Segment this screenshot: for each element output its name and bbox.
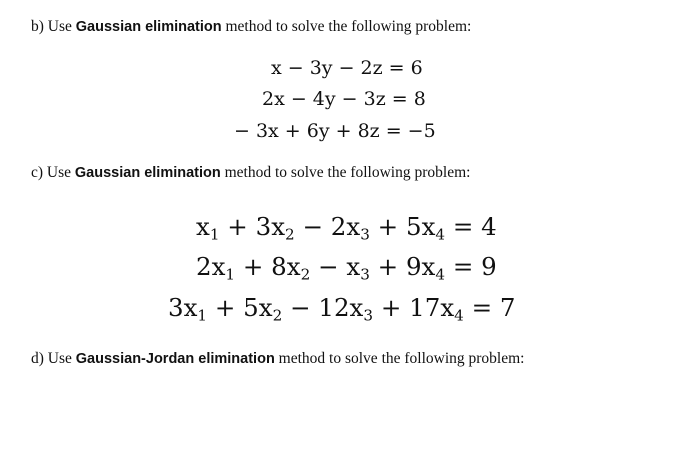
subscript: 2 — [285, 225, 295, 244]
system-b-equation-1: x − 3y − 2z = 6 — [271, 57, 423, 79]
problem-c-instruction — [31, 164, 470, 182]
subscript: 3 — [363, 306, 374, 325]
subscript: 4 — [435, 265, 446, 284]
term: − x — [310, 252, 361, 281]
subscript: 1 — [225, 265, 236, 284]
term: + 17x — [373, 293, 455, 322]
problem-c-prefix: c) Use — [31, 164, 75, 181]
subscript: 2 — [272, 306, 283, 325]
problem-c-suffix: method to solve the following problem: — [220, 164, 471, 181]
problem-d-method: Gaussian-Jordan elimination — [75, 351, 275, 367]
subscript: 3 — [360, 265, 370, 284]
term: + 5x — [369, 212, 436, 241]
problem-b-prefix: b) Use — [31, 18, 76, 35]
term: + 3x — [219, 212, 286, 241]
subscript: 3 — [360, 225, 370, 244]
term: x — [196, 212, 210, 241]
problem-b-suffix: method to solve the following problem: — [221, 18, 472, 35]
term: 2x — [196, 252, 226, 281]
system-b-equation-2: 2x − 4y − 3z = 8 — [262, 88, 426, 110]
subscript: 1 — [209, 225, 220, 244]
system-b-equation-3: − 3x + 6y + 8z = −5 — [234, 120, 436, 142]
system-c-equation-3 — [168, 293, 516, 325]
problem-b-method: Gaussian elimination — [75, 19, 222, 35]
problem-d-suffix: method to solve the following problem: — [274, 350, 525, 367]
system-c-equation-1 — [196, 212, 497, 244]
right-hand-side: = 4 — [445, 212, 497, 241]
problem-d-instruction — [31, 350, 525, 368]
problem-b-instruction — [31, 18, 471, 36]
term: − 2x — [294, 212, 361, 241]
subscript: 1 — [197, 306, 208, 325]
term: 3x — [168, 293, 198, 322]
term: + 8x — [235, 252, 301, 281]
problem-c-method: Gaussian elimination — [74, 165, 221, 181]
problem-d-prefix: d) Use — [31, 350, 76, 367]
right-hand-side: = 9 — [445, 252, 497, 281]
right-hand-side: = 7 — [463, 293, 516, 322]
term: + 9x — [369, 252, 436, 281]
subscript: 2 — [300, 265, 311, 284]
term: − 12x — [282, 293, 364, 322]
term: + 5x — [207, 293, 273, 322]
system-c-equation-2 — [196, 252, 497, 284]
subscript: 4 — [435, 225, 446, 244]
subscript: 4 — [454, 306, 464, 325]
